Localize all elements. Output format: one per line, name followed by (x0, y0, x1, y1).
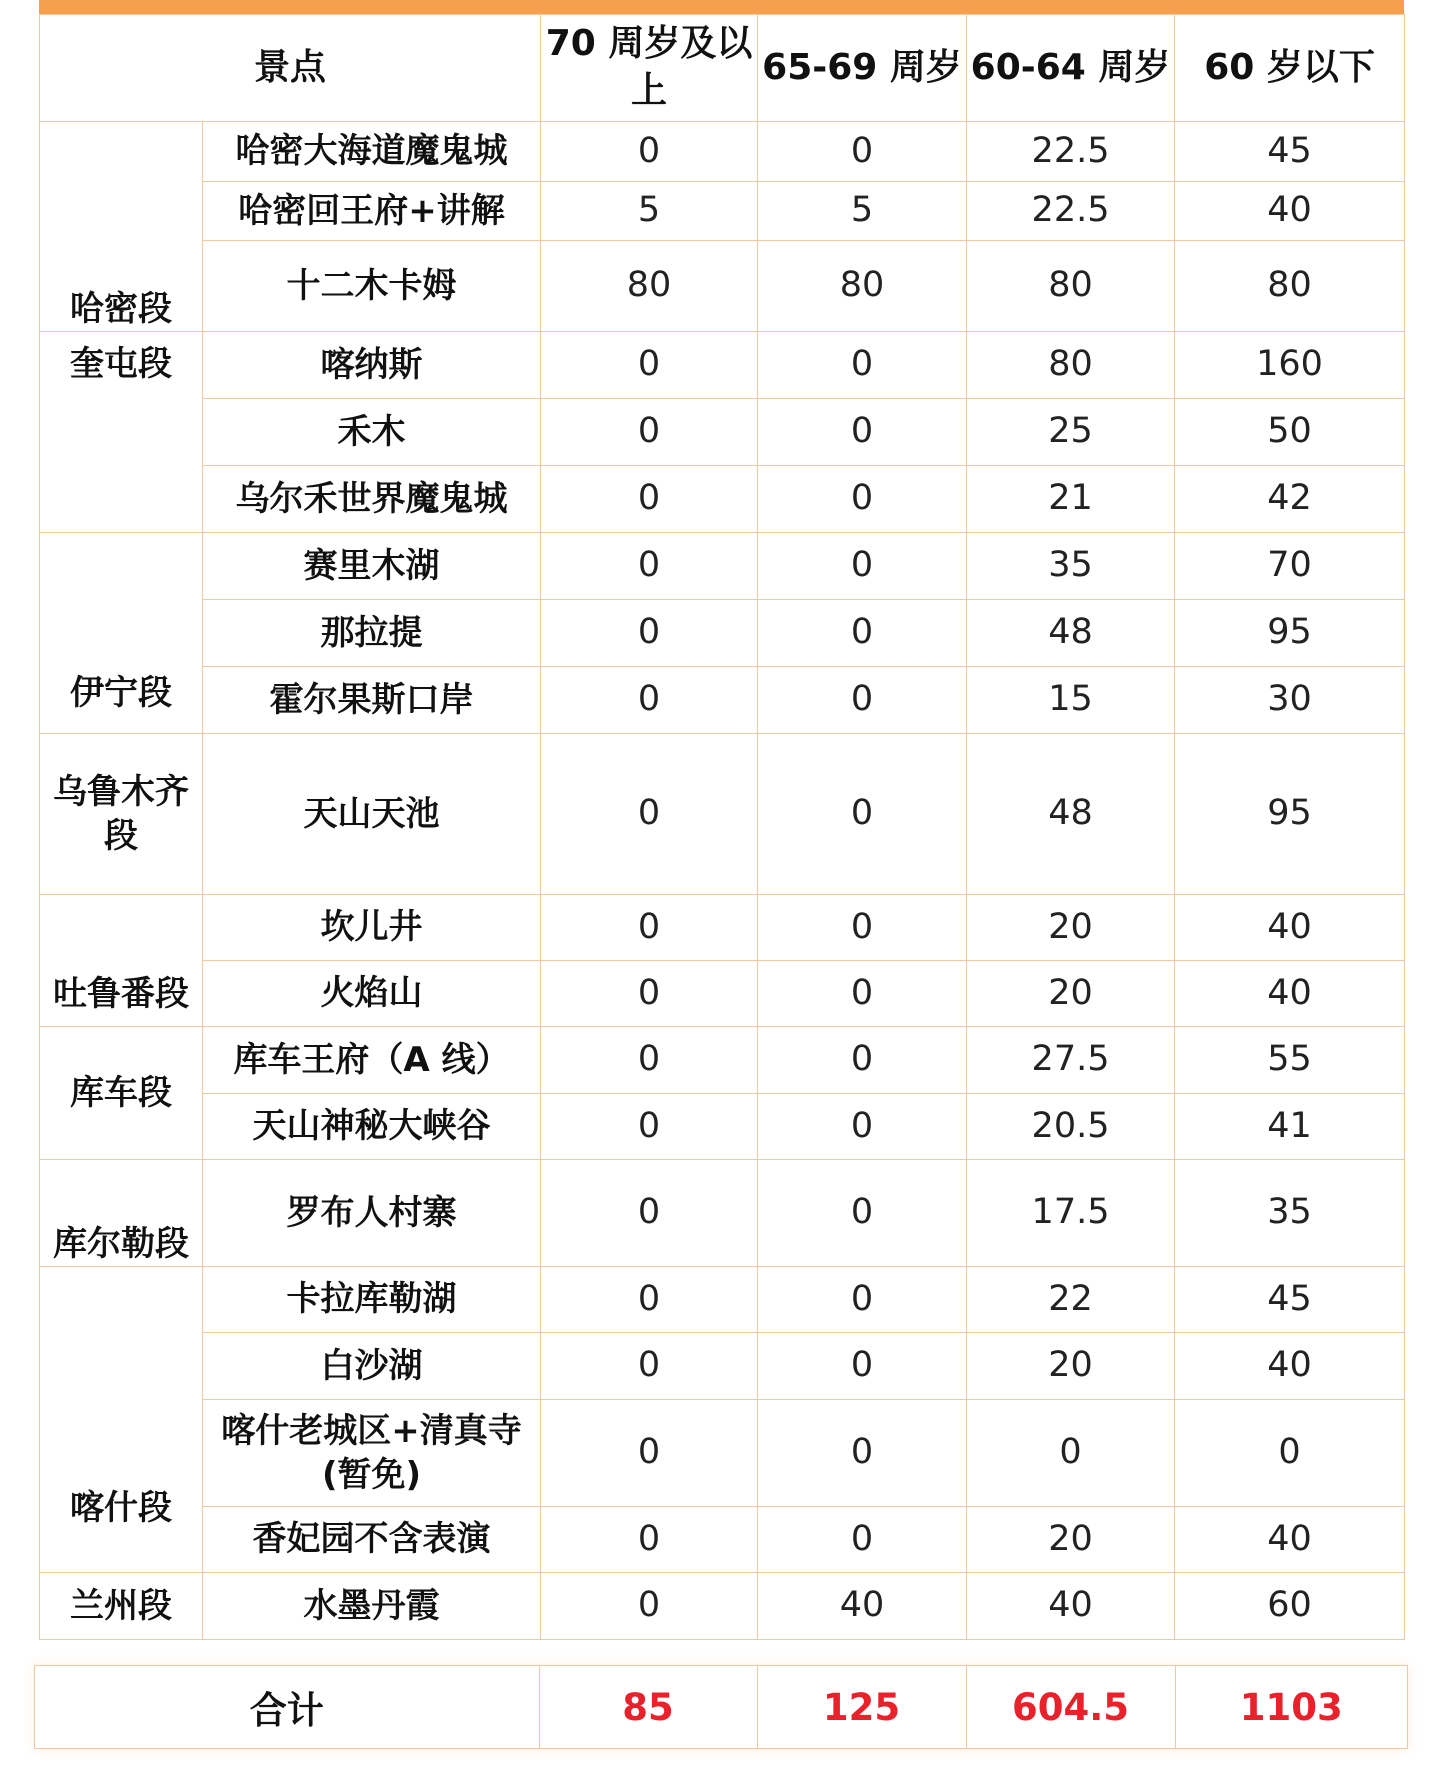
price-60-64: 0 (967, 1400, 1175, 1507)
table-row (40, 1400, 1405, 1507)
price-60-64: 21 (967, 466, 1175, 533)
price-70-plus: 5 (541, 182, 758, 241)
price-70-plus: 0 (541, 961, 758, 1027)
price-65-69: 0 (758, 961, 967, 1027)
total-row (34, 1665, 1408, 1749)
header-row (40, 15, 1405, 122)
price-65-69: 0 (758, 1094, 967, 1160)
spot-name: 乌尔禾世界魔鬼城 (203, 466, 541, 533)
spot-name: 白沙湖 (203, 1333, 541, 1400)
price-60-64: 48 (967, 734, 1175, 895)
total-70-plus: 85 (539, 1666, 757, 1748)
price-70-plus: 0 (541, 895, 758, 961)
price-60-64: 40 (967, 1573, 1175, 1640)
spot-name: 那拉提 (203, 600, 541, 667)
price-70-plus: 80 (541, 241, 758, 332)
price-under-60: 40 (1175, 1333, 1405, 1400)
price-65-69: 0 (758, 667, 967, 734)
table-row (40, 1573, 1405, 1640)
total-under-60: 1103 (1239, 1685, 1343, 1729)
price-under-60: 35 (1175, 1160, 1405, 1267)
price-70-plus: 0 (541, 734, 758, 895)
segment-kuqa: 库车段 (40, 1027, 203, 1160)
spot-name: 罗布人村寨 (203, 1160, 541, 1267)
price-65-69: 5 (758, 182, 967, 241)
price-65-69: 0 (758, 1400, 967, 1507)
price-70-plus: 0 (541, 1400, 758, 1507)
header-age-60-64: 60-64 周岁 (967, 15, 1175, 122)
spot-name: 喀什老城区+清真寺(暂免) (203, 1400, 541, 1507)
price-70-plus: 0 (541, 122, 758, 182)
table-row (40, 1094, 1405, 1160)
price-65-69: 0 (758, 1507, 967, 1573)
table-row (40, 122, 1405, 182)
spot-name: 水墨丹霞 (203, 1573, 541, 1640)
spot-name: 哈密大海道魔鬼城 (203, 122, 541, 182)
table-fade-edge (0, 1640, 1443, 1662)
segment-hami: 哈密段 (40, 122, 203, 332)
price-65-69: 40 (758, 1573, 967, 1640)
spot-name: 天山天池 (203, 734, 541, 895)
price-65-69: 0 (758, 1027, 967, 1094)
price-70-plus: 0 (541, 1094, 758, 1160)
table-row (40, 734, 1405, 895)
total-label: 合计 (35, 1666, 539, 1748)
spot-name: 哈密回王府+讲解 (203, 182, 541, 241)
segment-korla: 库尔勒段 (40, 1160, 203, 1267)
price-65-69: 0 (758, 1333, 967, 1400)
price-60-64: 48 (967, 600, 1175, 667)
price-65-69: 0 (758, 1267, 967, 1333)
table-row (40, 399, 1405, 466)
price-65-69: 0 (758, 533, 967, 600)
price-under-60: 30 (1175, 667, 1405, 734)
segment-kashgar: 喀什段 (40, 1267, 203, 1573)
price-under-60: 95 (1175, 600, 1405, 667)
price-70-plus: 0 (541, 1267, 758, 1333)
price-under-60: 60 (1175, 1573, 1405, 1640)
spot-name: 禾木 (203, 399, 541, 466)
table-row (40, 182, 1405, 241)
price-60-64: 80 (967, 241, 1175, 332)
table-row (40, 1160, 1405, 1267)
segment-turpan: 吐鲁番段 (40, 895, 203, 1027)
table-row (40, 1333, 1405, 1400)
price-60-64: 15 (967, 667, 1175, 734)
price-60-64: 20.5 (967, 1094, 1175, 1160)
price-under-60: 42 (1175, 466, 1405, 533)
table-row (40, 600, 1405, 667)
price-65-69: 0 (758, 122, 967, 182)
total-65-69: 125 (757, 1666, 966, 1748)
segment-lanzhou: 兰州段 (40, 1573, 203, 1640)
price-under-60: 45 (1175, 122, 1405, 182)
price-60-64: 20 (967, 961, 1175, 1027)
price-under-60: 50 (1175, 399, 1405, 466)
price-60-64: 20 (967, 895, 1175, 961)
price-under-60: 160 (1175, 332, 1405, 399)
price-65-69: 0 (758, 332, 967, 399)
price-under-60: 70 (1175, 533, 1405, 600)
table-row (40, 241, 1405, 332)
price-under-60: 40 (1175, 895, 1405, 961)
price-under-60: 0 (1175, 1400, 1405, 1507)
price-60-64: 20 (967, 1507, 1175, 1573)
segment-yining: 伊宁段 (40, 533, 203, 734)
table-row (40, 1027, 1405, 1094)
price-under-60: 55 (1175, 1027, 1405, 1094)
table-row (40, 466, 1405, 533)
top-accent-bar (39, 0, 1404, 14)
price-65-69: 0 (758, 600, 967, 667)
spot-name: 坎儿井 (203, 895, 541, 961)
ticket-price-table (39, 14, 1405, 1640)
spot-name: 香妃园不含表演 (203, 1507, 541, 1573)
price-65-69: 0 (758, 466, 967, 533)
spot-name: 霍尔果斯口岸 (203, 667, 541, 734)
price-60-64: 80 (967, 332, 1175, 399)
spot-name: 库车王府（A 线） (203, 1027, 541, 1094)
price-70-plus: 0 (541, 466, 758, 533)
table-row (40, 667, 1405, 734)
price-60-64: 35 (967, 533, 1175, 600)
price-60-64: 27.5 (967, 1027, 1175, 1094)
price-60-64: 22.5 (967, 182, 1175, 241)
table-row (40, 533, 1405, 600)
spot-name: 天山神秘大峡谷 (203, 1094, 541, 1160)
price-60-64: 22 (967, 1267, 1175, 1333)
header-age-65-69: 65-69 周岁 (758, 15, 967, 122)
header-age-70-plus: 70 周岁及以上 (541, 15, 758, 122)
price-60-64: 20 (967, 1333, 1175, 1400)
price-65-69: 0 (758, 895, 967, 961)
price-under-60: 40 (1175, 961, 1405, 1027)
table-row (40, 961, 1405, 1027)
price-65-69: 0 (758, 1160, 967, 1267)
price-70-plus: 0 (541, 399, 758, 466)
table-row (40, 895, 1405, 961)
segment-urumqi: 乌鲁木齐段 (40, 734, 203, 895)
price-60-64: 17.5 (967, 1160, 1175, 1267)
header-age-under-60: 60 岁以下 (1175, 15, 1405, 122)
price-under-60: 80 (1175, 241, 1405, 332)
price-60-64: 25 (967, 399, 1175, 466)
price-under-60: 95 (1175, 734, 1405, 895)
price-70-plus: 0 (541, 1333, 758, 1400)
price-65-69: 0 (758, 734, 967, 895)
spot-name: 十二木卡姆 (203, 241, 541, 332)
table-row (40, 1507, 1405, 1573)
price-60-64: 22.5 (967, 122, 1175, 182)
price-under-60: 41 (1175, 1094, 1405, 1160)
table-row (40, 332, 1405, 399)
price-70-plus: 0 (541, 1027, 758, 1094)
spot-name: 火焰山 (203, 961, 541, 1027)
price-65-69: 80 (758, 241, 967, 332)
total-60-64: 604.5 (966, 1666, 1175, 1748)
price-70-plus: 0 (541, 1573, 758, 1640)
price-70-plus: 0 (541, 1507, 758, 1573)
price-70-plus: 0 (541, 600, 758, 667)
spot-name: 赛里木湖 (203, 533, 541, 600)
price-65-69: 0 (758, 399, 967, 466)
price-70-plus: 0 (541, 332, 758, 399)
price-under-60: 40 (1175, 1507, 1405, 1573)
spot-name: 卡拉库勒湖 (203, 1267, 541, 1333)
price-70-plus: 0 (541, 1160, 758, 1267)
price-70-plus: 0 (541, 533, 758, 600)
price-70-plus: 0 (541, 667, 758, 734)
table-row (40, 1267, 1405, 1333)
segment-kuitun: 奎屯段 (40, 332, 203, 533)
spot-name: 喀纳斯 (203, 332, 541, 399)
header-spot: 景点 (40, 15, 541, 122)
price-under-60: 45 (1175, 1267, 1405, 1333)
price-under-60: 40 (1175, 182, 1405, 241)
